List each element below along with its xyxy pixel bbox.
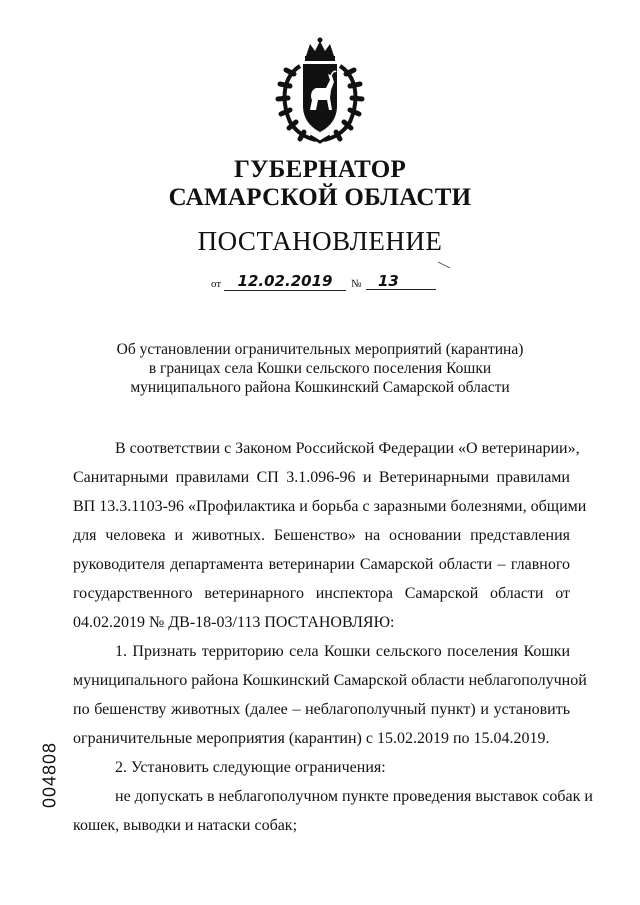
document-body	[73, 434, 593, 840]
body-line: В соответствии с Законом Российской Федерации «О ветеринарии»,	[115, 440, 580, 457]
serial-stamp	[40, 730, 60, 820]
body-line: ограничительные мероприятия (карантин) с 15.02.2019 по 15.04.2019.	[73, 730, 550, 747]
body-line: по бешенству животных (далее – неблагополучный пункт) и установить	[73, 701, 570, 718]
date-prefix: от	[211, 278, 222, 290]
body-line: не допускать в неблагополучном пункте проведения выставок собак и	[115, 788, 593, 805]
body-line: 04.02.2019 № ДВ-18-03/113 ПОСТАНОВЛЯЮ:	[73, 614, 395, 631]
issuer-region: САМАРСКОЙ ОБЛАСТИ	[168, 184, 472, 211]
body-line: кошек, выводки и натаски собак;	[73, 817, 298, 834]
subject-line: в границах села Кошки сельского поселения Кошки	[148, 360, 492, 377]
body-line: 2. Установить следующие ограничения:	[115, 759, 386, 776]
issuer-title: ГУБЕРНАТОР	[233, 156, 407, 183]
subject-line: муниципального района Кошкинский Самарской области	[130, 379, 510, 396]
body-line: для человека и животных. Бешенство» на основании представления	[73, 527, 570, 544]
body-line: 1. Признать территорию села Кошки сельского поселения Кошки	[115, 643, 570, 660]
body-line: государственного ветеринарного инспектора Самарской области от	[73, 585, 570, 602]
subject-line: Об установлении ограничительных мероприятий (карантина)	[116, 341, 524, 358]
document-type: ПОСТАНОВЛЕНИЕ	[197, 226, 443, 256]
coat-of-arms-emblem	[270, 36, 370, 144]
corner-mark	[437, 261, 451, 269]
body-line: ВП 13.3.1103-96 «Профилактика и борьба с заразными болезнями, общими	[73, 498, 587, 515]
body-line: Санитарными правилами СП 3.1.096-96 и Ветеринарными правилами	[73, 469, 570, 486]
body-line: муниципального района Кошкинский Самарской области неблагополучной	[73, 672, 587, 689]
body-line: руководителя департамента ветеринарии Самарской области – главного	[73, 556, 570, 573]
document-subject	[100, 340, 540, 397]
number-sign: №	[351, 278, 362, 290]
date-number-line	[211, 272, 441, 294]
serial-number: 004808	[39, 741, 60, 809]
document-date: 12.02.2019	[224, 272, 346, 291]
document-number: 13	[366, 272, 436, 290]
